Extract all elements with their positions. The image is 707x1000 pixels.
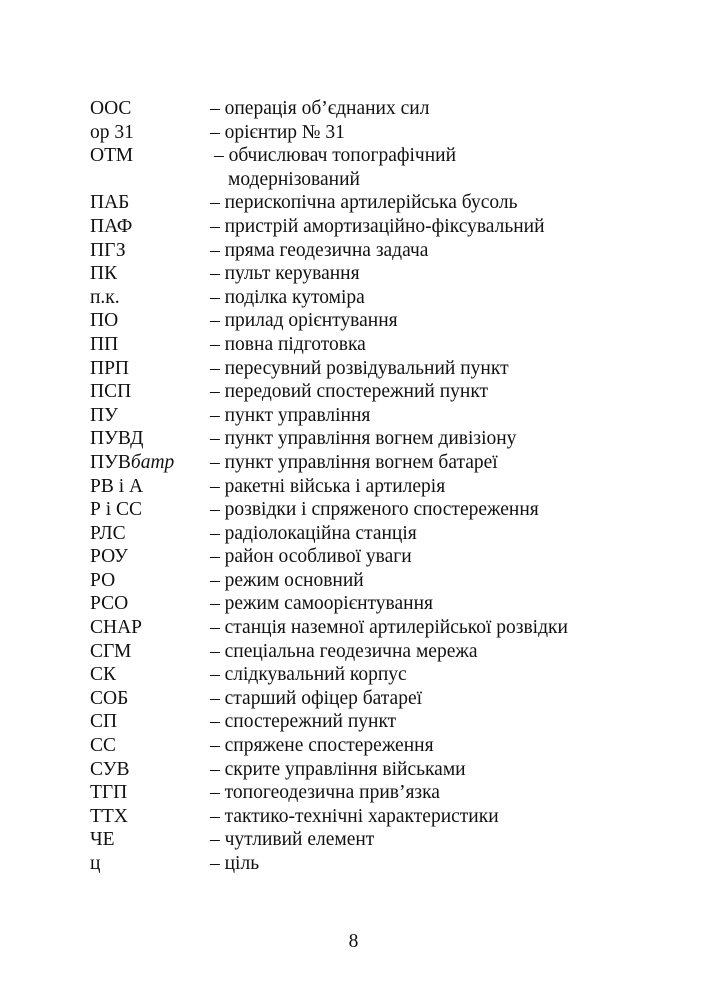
definition-line: – обчислювач топографічний — [214, 145, 457, 167]
list-item — [90, 592, 650, 616]
abbreviation: ПАБ — [90, 192, 130, 214]
abbreviation: ПУ — [90, 404, 118, 426]
abbreviation-main: ПУВ — [90, 451, 131, 473]
abbreviation: СП — [90, 711, 118, 733]
abbreviation: ТГП — [90, 782, 128, 804]
list-item — [90, 262, 650, 286]
list-item — [90, 640, 650, 664]
list-item — [90, 333, 650, 357]
definition: – ціль — [210, 853, 260, 874]
abbreviation: ПК — [90, 263, 118, 285]
list-item — [90, 569, 650, 593]
definition: – пряма геодезична задача — [210, 239, 429, 261]
list-item — [90, 545, 650, 569]
list-item — [90, 498, 650, 522]
list-item — [90, 616, 650, 640]
definition: – перископічна артилерійська бусоль — [210, 192, 518, 214]
definition: – спеціальна геодезична мережа — [210, 640, 478, 662]
abbreviation: ПП — [90, 333, 119, 355]
list-item — [90, 239, 650, 263]
list-item — [90, 404, 650, 428]
definition — [210, 144, 650, 191]
abbreviation: ЧЕ — [90, 829, 115, 851]
abbreviation: СУВ — [90, 758, 130, 780]
abbreviation: ц — [90, 853, 101, 874]
abbreviation-list — [90, 97, 650, 876]
definition: – повна підготовка — [210, 333, 366, 355]
list-item — [90, 663, 650, 687]
list-item — [90, 687, 650, 711]
definition: – район особливої уваги — [210, 546, 412, 568]
list-item — [90, 781, 650, 805]
abbreviation: ПУВД — [90, 428, 144, 450]
list-item — [90, 97, 650, 121]
list-item — [90, 805, 650, 829]
definition: – спостережний пункт — [210, 711, 397, 733]
definition: – режим основний — [210, 569, 364, 591]
abbreviation: ПАФ — [90, 215, 133, 237]
definition: – пункт управління вогнем батареї — [210, 451, 498, 473]
definition: – радіолокаційна станція — [210, 522, 417, 544]
list-item — [90, 710, 650, 734]
list-item — [90, 144, 650, 191]
definition: – топогеодезична прив’язка — [210, 782, 440, 804]
definition: – розвідки і спряженого спостереження — [210, 499, 539, 521]
list-item — [90, 734, 650, 758]
list-item — [90, 286, 650, 310]
definition: – пункт управління вогнем дивізіону — [210, 428, 517, 450]
abbreviation: РО — [90, 569, 116, 591]
definition: – скрите управління військами — [210, 758, 466, 780]
definition: – орієнтир № 31 — [210, 121, 345, 143]
definition: – слідкувальний корпус — [210, 664, 407, 686]
abbreviation: Р і СС — [90, 499, 143, 521]
abbreviation: ор 31 — [90, 121, 134, 143]
definition: – тактико-технічні характеристики — [210, 805, 499, 827]
abbreviation — [90, 451, 210, 475]
abbreviation: СК — [90, 664, 117, 686]
abbreviation: СС — [90, 735, 117, 757]
list-item — [90, 309, 650, 333]
definition: – станція наземної артилерійської розвідки — [210, 617, 568, 639]
abbreviation: РСО — [90, 593, 129, 615]
list-item — [90, 522, 650, 546]
definition: – передовий спостережний пункт — [210, 381, 489, 403]
abbreviation-italic-suffix: батр — [130, 451, 175, 473]
definition: – поділка кутоміра — [210, 286, 365, 308]
page-number: 8 — [348, 931, 359, 952]
abbreviation: ООС — [90, 98, 132, 119]
list-item — [90, 191, 650, 215]
abbreviation: РОУ — [90, 546, 128, 568]
list-item — [90, 427, 650, 451]
abbreviation: ПСП — [90, 381, 132, 403]
abbreviation: ПО — [90, 310, 119, 332]
abbreviation: ОТМ — [90, 145, 134, 167]
definition: – пересувний розвідувальний пункт — [210, 357, 509, 379]
abbreviation: СНАР — [90, 617, 143, 639]
definition: – пристрій амортизаційно-фіксувальний — [210, 215, 545, 237]
definition: – пункт управління — [210, 404, 371, 426]
definition: – пульт керування — [210, 263, 360, 285]
abbreviation: РЛС — [90, 522, 126, 544]
definition-continuation: модернізований — [228, 168, 360, 190]
list-item — [90, 357, 650, 381]
definition: – прилад орієнтування — [210, 310, 398, 332]
abbreviation: п.к. — [90, 286, 120, 308]
list-item — [90, 451, 650, 475]
list-item — [90, 121, 650, 145]
definition: – режим самоорієнтування — [210, 593, 433, 615]
list-item — [90, 828, 650, 852]
abbreviation: ПГЗ — [90, 239, 126, 261]
abbreviation: СОБ — [90, 687, 129, 709]
list-item — [90, 475, 650, 499]
list-item — [90, 215, 650, 239]
abbreviation: ТТХ — [90, 805, 128, 827]
list-item — [90, 758, 650, 782]
abbreviation: РВ і А — [90, 475, 144, 497]
definition: – чутливий елемент — [210, 829, 375, 851]
list-item — [90, 380, 650, 404]
definition: – старший офіцер батареї — [210, 687, 423, 709]
abbreviation: ПРП — [90, 357, 130, 379]
list-item — [90, 852, 650, 876]
definition: – операція об’єднаних сил — [210, 98, 430, 119]
definition: – ракетні війська і артилерія — [210, 475, 446, 497]
abbreviation: СГМ — [90, 640, 132, 662]
definition: – спряжене спостереження — [210, 735, 434, 757]
